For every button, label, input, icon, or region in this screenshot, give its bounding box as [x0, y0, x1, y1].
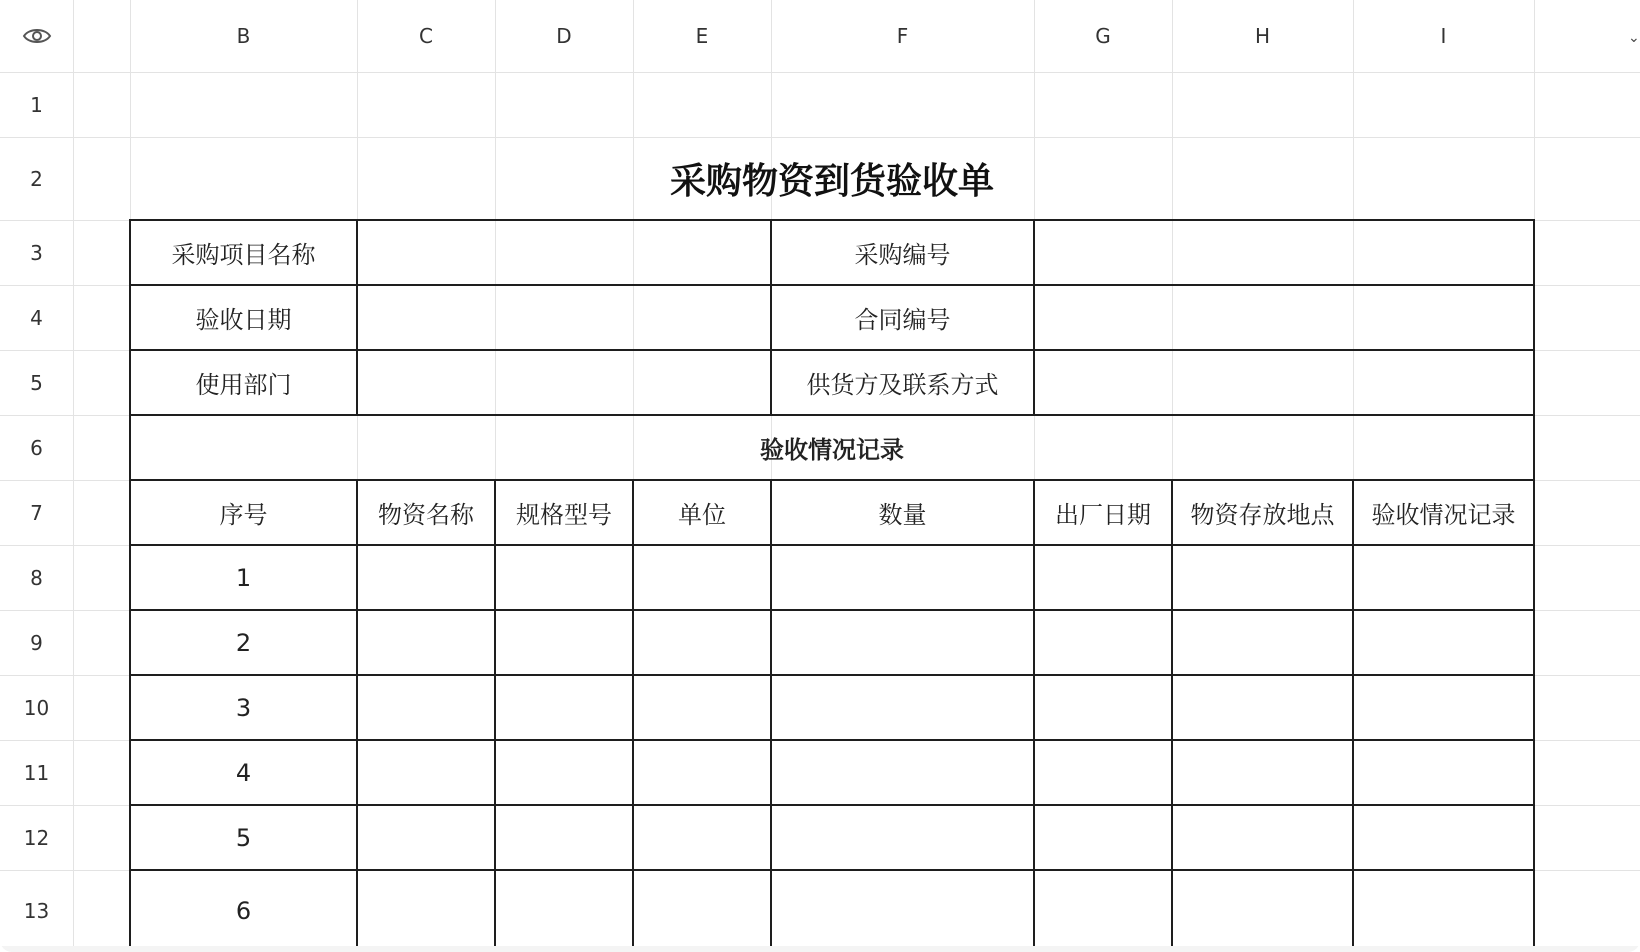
row-header-11[interactable]: 11	[23, 760, 50, 785]
table-border-vertical	[356, 219, 358, 416]
table-cell[interactable]	[1172, 870, 1353, 952]
table-border-horizontal	[129, 739, 1535, 741]
table-cell[interactable]	[1353, 610, 1534, 675]
row-header-10[interactable]: 10	[23, 695, 50, 720]
empty-cell[interactable]	[73, 480, 130, 545]
table-border-vertical	[632, 479, 634, 952]
table-cell[interactable]	[1172, 610, 1353, 675]
acceptance-date-label[interactable]: 验收日期	[195, 306, 292, 334]
empty-cell[interactable]	[73, 610, 130, 675]
table-cell[interactable]	[495, 805, 633, 870]
empty-cell[interactable]	[73, 350, 130, 415]
table-cell[interactable]	[771, 545, 1034, 610]
serial-number-cell[interactable]: 2	[235, 628, 252, 657]
row-header-13[interactable]: 13	[23, 899, 50, 923]
table-border-horizontal	[129, 284, 1535, 286]
table-cell[interactable]	[1353, 675, 1534, 740]
table-border-vertical	[494, 479, 496, 952]
table-border-horizontal	[129, 609, 1535, 611]
table-cell[interactable]	[357, 545, 495, 610]
table-cell[interactable]	[771, 740, 1034, 805]
column-header-g[interactable]: G	[1095, 24, 1111, 48]
table-cell[interactable]	[1353, 805, 1534, 870]
table-header-quantity[interactable]: 数量	[878, 501, 927, 529]
table-border-horizontal	[129, 674, 1535, 676]
empty-cell[interactable]	[73, 220, 130, 285]
table-border-horizontal	[129, 544, 1535, 546]
contract-no-field[interactable]	[1034, 285, 1534, 350]
row-header-8[interactable]: 8	[30, 565, 43, 590]
serial-number-cell[interactable]: 3	[235, 693, 252, 722]
table-cell[interactable]	[1034, 805, 1172, 870]
table-border-vertical	[1033, 219, 1035, 416]
row-header-7[interactable]: 7	[30, 500, 43, 525]
column-header-b[interactable]: B	[236, 24, 251, 48]
column-header-a[interactable]	[73, 0, 130, 72]
empty-cell[interactable]	[495, 72, 633, 137]
table-cell[interactable]	[357, 740, 495, 805]
empty-cell[interactable]	[73, 285, 130, 350]
table-cell[interactable]	[771, 805, 1034, 870]
table-cell[interactable]	[1034, 675, 1172, 740]
table-border-vertical	[1033, 479, 1035, 952]
empty-cell[interactable]	[1172, 72, 1353, 137]
table-cell[interactable]	[1172, 805, 1353, 870]
row-header-3[interactable]: 3	[30, 240, 43, 265]
table-border-horizontal	[129, 349, 1535, 351]
supplier-label[interactable]: 供货方及联系方式	[806, 371, 999, 399]
table-cell[interactable]	[771, 610, 1034, 675]
table-cell[interactable]	[357, 805, 495, 870]
column-header-d[interactable]: D	[556, 24, 572, 48]
table-border-vertical	[1352, 479, 1354, 952]
table-cell[interactable]	[633, 740, 771, 805]
table-header-acceptance-record[interactable]: 验收情况记录	[1371, 501, 1516, 529]
table-border-vertical	[1533, 219, 1535, 952]
empty-cell[interactable]	[357, 72, 495, 137]
table-cell[interactable]	[495, 675, 633, 740]
serial-number-cell[interactable]: 1	[235, 563, 252, 592]
table-header-production-date[interactable]: 出厂日期	[1055, 501, 1151, 529]
project-name-field[interactable]	[357, 220, 771, 285]
table-header-material-name[interactable]: 物资名称	[378, 501, 474, 529]
column-header-f[interactable]: F	[896, 24, 909, 48]
table-cell[interactable]	[1172, 545, 1353, 610]
table-header-unit[interactable]: 单位	[678, 501, 726, 529]
table-border-horizontal	[129, 869, 1535, 871]
row-header-4[interactable]: 4	[30, 305, 43, 330]
row-header-5[interactable]: 5	[30, 370, 43, 395]
table-cell[interactable]	[1353, 740, 1534, 805]
project-name-label[interactable]: 采购项目名称	[171, 241, 316, 269]
table-cell[interactable]	[357, 610, 495, 675]
column-header-e[interactable]: E	[695, 24, 709, 48]
table-header-serial-no[interactable]: 序号	[219, 501, 268, 529]
table-border-vertical	[129, 219, 131, 952]
empty-cell[interactable]	[73, 675, 130, 740]
row-header-2[interactable]: 2	[30, 166, 43, 191]
table-cell[interactable]	[633, 675, 771, 740]
horizontal-scroll-track[interactable]	[0, 946, 1640, 952]
empty-cell[interactable]	[73, 415, 130, 480]
column-header-i[interactable]: I	[1440, 24, 1447, 48]
row-header-12[interactable]: 12	[23, 825, 50, 850]
table-cell[interactable]	[495, 740, 633, 805]
form-title[interactable]: 采购物资到货验收单	[669, 161, 994, 202]
table-border-horizontal	[129, 414, 1535, 416]
purchase-no-field[interactable]	[1034, 220, 1534, 285]
row-header-6[interactable]: 6	[30, 435, 43, 460]
table-cell[interactable]	[771, 675, 1034, 740]
section-title[interactable]: 验收情况记录	[760, 436, 904, 464]
empty-cell[interactable]	[73, 72, 130, 137]
table-cell[interactable]	[771, 870, 1034, 952]
empty-cell[interactable]	[73, 805, 130, 870]
table-cell[interactable]	[1172, 740, 1353, 805]
empty-cell[interactable]	[1034, 72, 1172, 137]
table-header-spec-model[interactable]: 规格型号	[516, 501, 612, 529]
empty-cell[interactable]	[1353, 72, 1534, 137]
table-cell[interactable]	[1034, 545, 1172, 610]
column-header-c[interactable]: C	[419, 24, 433, 48]
purchase-no-label[interactable]: 采购编号	[854, 241, 951, 269]
empty-cell[interactable]	[633, 72, 771, 137]
serial-number-cell[interactable]: 5	[235, 823, 252, 852]
table-border-horizontal	[129, 804, 1535, 806]
table-border-vertical	[770, 219, 772, 416]
empty-cell[interactable]	[73, 870, 130, 952]
table-cell[interactable]	[633, 545, 771, 610]
table-cell[interactable]	[1353, 545, 1534, 610]
table-cell[interactable]	[1034, 740, 1172, 805]
empty-cell[interactable]	[771, 72, 1034, 137]
row-header-1[interactable]: 1	[30, 92, 43, 117]
table-cell[interactable]	[633, 805, 771, 870]
table-cell[interactable]	[357, 675, 495, 740]
serial-number-cell[interactable]: 6	[235, 897, 252, 925]
empty-cell[interactable]	[73, 137, 130, 220]
table-cell[interactable]	[1353, 870, 1534, 952]
acceptance-date-field[interactable]	[357, 285, 771, 350]
chevron-down-icon[interactable]: ⌄	[1628, 30, 1640, 46]
table-border-vertical	[1171, 479, 1173, 952]
column-header-h[interactable]: H	[1254, 24, 1271, 48]
table-cell[interactable]	[495, 870, 633, 952]
table-cell[interactable]	[495, 545, 633, 610]
table-border-vertical	[770, 479, 772, 952]
serial-number-cell[interactable]: 4	[235, 758, 252, 787]
department-field[interactable]	[357, 350, 771, 415]
table-border-horizontal	[129, 479, 1535, 481]
table-cell[interactable]	[357, 870, 495, 952]
table-cell[interactable]	[633, 870, 771, 952]
empty-cell[interactable]	[130, 72, 357, 137]
eye-icon[interactable]	[22, 26, 52, 46]
table-cell[interactable]	[1034, 870, 1172, 952]
select-all-corner[interactable]	[0, 0, 73, 72]
department-label[interactable]: 使用部门	[195, 371, 292, 399]
empty-cell[interactable]	[73, 740, 130, 805]
table-border-vertical	[356, 479, 358, 952]
table-cell[interactable]	[633, 610, 771, 675]
table-cell[interactable]	[1172, 675, 1353, 740]
table-cell[interactable]	[495, 610, 633, 675]
empty-cell[interactable]	[73, 545, 130, 610]
table-border-horizontal	[129, 219, 1535, 221]
supplier-field[interactable]	[1034, 350, 1534, 415]
contract-no-label[interactable]: 合同编号	[854, 306, 951, 334]
row-header-9[interactable]: 9	[30, 630, 43, 655]
table-header-storage-location[interactable]: 物资存放地点	[1190, 501, 1335, 529]
table-cell[interactable]	[1034, 610, 1172, 675]
